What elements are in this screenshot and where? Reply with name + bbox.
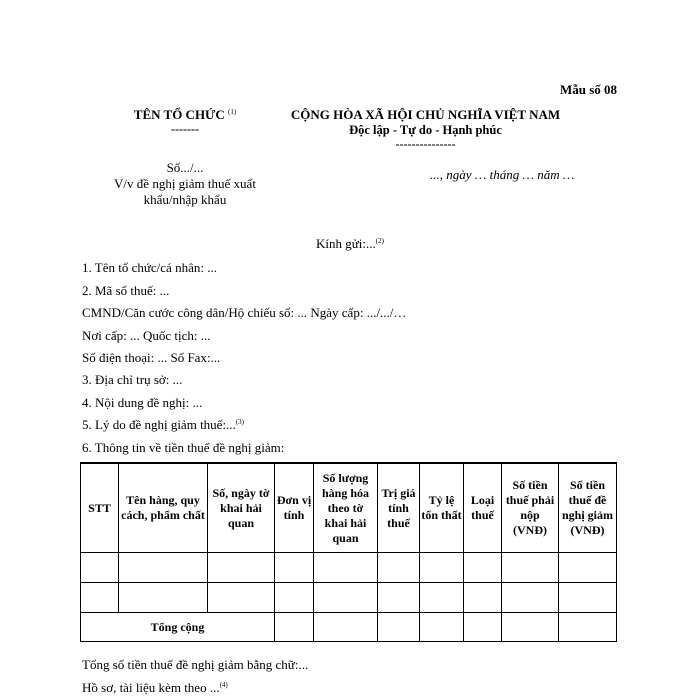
salutation xyxy=(0,236,700,252)
table-cell xyxy=(464,553,502,583)
table-cell xyxy=(502,553,559,583)
table-cell xyxy=(314,613,378,642)
table-cell xyxy=(559,553,617,583)
table-cell xyxy=(119,553,208,583)
line-issue-place: Nơi cấp: ... Quốc tịch: ... xyxy=(82,328,211,343)
table-cell xyxy=(378,613,420,642)
line-tax-info: 6. Thông tin về tiền thuế đề nghị giảm: xyxy=(82,440,285,455)
table-header-row xyxy=(81,463,617,553)
org-name xyxy=(80,107,290,123)
nation-title: CỘNG HÒA XÃ HỘI CHỦ NGHĨA VIỆT NAM xyxy=(290,107,561,122)
line-phone: Số điện thoại: ... Số Fax:... xyxy=(82,350,221,365)
table-cell xyxy=(208,583,275,613)
line-attachments-text: Hồ sơ, tài liệu kèm theo ... xyxy=(82,680,220,695)
col-header-tax-reduction: Số tiền thuế đề nghị giảm (VNĐ) xyxy=(559,463,617,553)
col-header-quantity: Số lượng hàng hóa theo tờ khai hải quan xyxy=(314,463,378,553)
line-id-card: CMND/Căn cước công dân/Hộ chiếu số: ... Ngày cấp: .../.../… xyxy=(82,305,407,320)
motto: Độc lập - Tự do - Hạnh phúc xyxy=(349,123,502,137)
table-cell xyxy=(208,553,275,583)
line-reason-text: 5. Lý do đề nghị giảm thuế:... xyxy=(82,417,236,432)
table-cell xyxy=(420,553,464,583)
org-name-text: TÊN TỔ CHỨC xyxy=(133,107,225,122)
table-row xyxy=(81,583,617,613)
line-address: 3. Địa chỉ trụ sở: ... xyxy=(82,372,183,387)
table-cell xyxy=(81,583,119,613)
tax-table xyxy=(80,462,617,642)
table-cell xyxy=(420,583,464,613)
table-cell xyxy=(81,553,119,583)
table-row xyxy=(81,553,617,583)
col-header-stt: STT xyxy=(81,463,119,553)
line-reason-note: (3) xyxy=(235,418,244,426)
line-total-in-words: Tổng số tiền thuế đề nghị giảm bằng chữ:... xyxy=(82,657,309,672)
col-header-unit: Đơn vị tính xyxy=(275,463,314,553)
table-cell xyxy=(420,613,464,642)
form-number: Mẫu số 08 xyxy=(559,82,617,97)
col-header-tax-type: Loại thuế xyxy=(464,463,502,553)
table-cell xyxy=(464,583,502,613)
table-cell xyxy=(502,613,559,642)
col-header-declaration: Số, ngày tờ khai hải quan xyxy=(208,463,275,553)
line-org-name: 1. Tên tổ chức/cá nhân: ... xyxy=(82,260,217,275)
table-total-row xyxy=(81,613,617,642)
org-divider: ------- xyxy=(171,122,199,136)
table-cell xyxy=(464,613,502,642)
table-cell xyxy=(559,613,617,642)
doc-subject-line1: V/v đề nghị giảm thuế xuất xyxy=(114,176,256,191)
line-request: 4. Nội dung đề nghị: ... xyxy=(82,395,203,410)
date-line: ..., ngày … tháng … năm … xyxy=(430,167,575,182)
doc-ref-block xyxy=(80,160,290,208)
table-cell xyxy=(275,583,314,613)
line-tax-code: 2. Mã số thuế: ... xyxy=(82,283,170,298)
doc-number: Số.../... xyxy=(166,160,204,175)
col-header-goods: Tên hàng, quy cách, phẩm chất xyxy=(119,463,208,553)
salutation-text: Kính gửi:... xyxy=(316,236,376,251)
table-cell xyxy=(378,583,420,613)
table-cell xyxy=(502,583,559,613)
table-cell xyxy=(275,553,314,583)
table-cell xyxy=(559,583,617,613)
total-label: Tổng cộng xyxy=(81,613,275,642)
line-attachments-note: (4) xyxy=(219,681,228,689)
line-reason xyxy=(82,417,244,433)
doc-subject-line2: khẩu/nhập khẩu xyxy=(143,192,227,207)
col-header-loss-rate: Tỷ lệ tổn thất xyxy=(420,463,464,553)
motto-divider: --------------- xyxy=(395,137,456,151)
col-header-taxable-value: Trị giá tính thuế xyxy=(378,463,420,553)
table-cell xyxy=(314,553,378,583)
line-attachments xyxy=(82,680,228,696)
table-cell xyxy=(275,613,314,642)
org-note: (1) xyxy=(228,108,237,116)
table-cell xyxy=(314,583,378,613)
col-header-tax-payable: Số tiền thuế phải nộp (VNĐ) xyxy=(502,463,559,553)
table-cell xyxy=(378,553,420,583)
table-cell xyxy=(119,583,208,613)
salutation-note: (2) xyxy=(375,237,384,245)
